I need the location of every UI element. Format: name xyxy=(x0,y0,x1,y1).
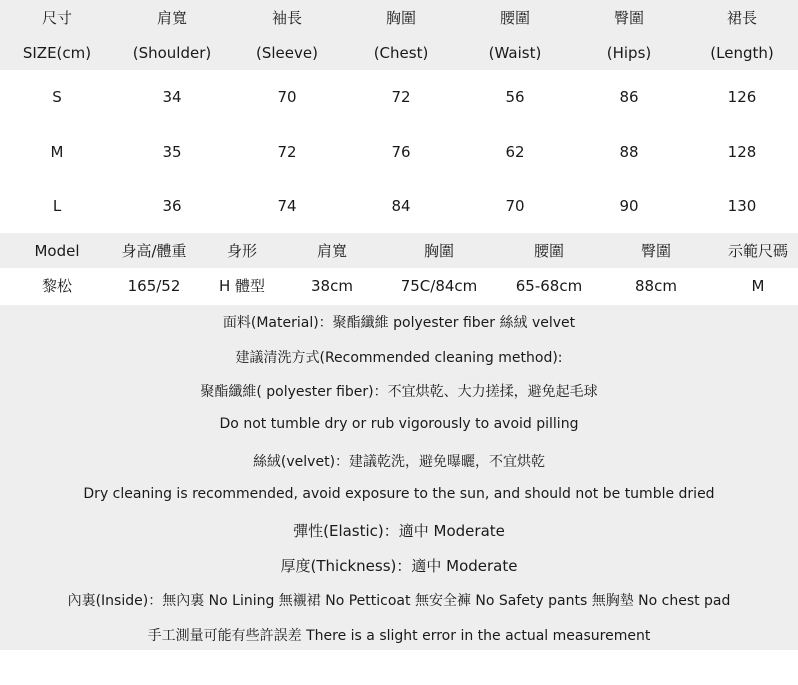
header-chest-zh: 胸圍 xyxy=(385,9,416,27)
size-header-zh-row xyxy=(0,0,798,35)
model-sample-size: M xyxy=(751,276,765,295)
waist-value: 56 xyxy=(505,88,525,107)
polyester-care-note: 聚酯纖維( polyester fiber)：不宜烘乾、大力搓揉，避免起毛球 xyxy=(200,384,598,400)
size-header-en-row xyxy=(0,35,798,70)
shoulder-value: 36 xyxy=(162,197,182,216)
header-hips: 臀圍 xyxy=(640,242,671,260)
velvet-care-note: 絲絨(velvet)：建議乾洗，避免曝曬，不宜烘乾 xyxy=(252,454,546,470)
header-length-en: (Length) xyxy=(710,43,774,62)
chest-value: 84 xyxy=(391,197,411,216)
size-table-body xyxy=(0,70,798,233)
model-table-body xyxy=(0,268,798,305)
header-hips-en: (Hips) xyxy=(606,43,652,62)
sleeve-value: 74 xyxy=(277,197,297,216)
header-shoulder-en: (Shoulder) xyxy=(132,43,212,62)
header-sleeve-zh: 袖長 xyxy=(271,9,302,27)
header-chest: 胸圍 xyxy=(423,242,454,260)
header-chest-en: (Chest) xyxy=(373,43,429,62)
polyester-care-note-en: Do not tumble dry or rub vigorously to avoid pilling xyxy=(219,416,579,432)
header-height-weight: 身高/體重 xyxy=(121,242,187,260)
hips-value: 90 xyxy=(619,197,639,216)
sleeve-value: 72 xyxy=(277,142,297,161)
elastic-note: 彈性(Elastic)：適中 Moderate xyxy=(293,522,505,540)
header-waist-en: (Waist) xyxy=(488,43,542,62)
header-waist-zh: 腰圍 xyxy=(499,9,530,27)
header-waist: 腰圍 xyxy=(533,242,564,260)
material-note: 面料(Material)：聚酯纖維 polyester fiber 絲絨 velvet xyxy=(222,315,576,331)
hips-value: 88 xyxy=(619,142,639,161)
model-hips: 88cm xyxy=(635,276,677,295)
chest-value: 76 xyxy=(391,142,411,161)
size-row-m xyxy=(0,125,798,180)
header-length-zh: 裙長 xyxy=(726,9,757,27)
header-sample-size: 示範尺碼 xyxy=(727,242,788,260)
waist-value: 70 xyxy=(505,197,525,216)
cleaning-method-heading: 建議清洗方式(Recommended cleaning method): xyxy=(235,350,563,366)
model-height-weight: 165/52 xyxy=(127,276,181,295)
shoulder-value: 35 xyxy=(162,142,182,161)
header-hips-zh: 臀圍 xyxy=(613,9,644,27)
header-size-en: SIZE(cm) xyxy=(22,43,92,62)
header-model: Model xyxy=(34,241,80,260)
model-row xyxy=(0,268,798,303)
model-table-header xyxy=(0,233,798,268)
model-waist: 65-68cm xyxy=(515,276,583,295)
velvet-care-note-en: Dry cleaning is recommended, avoid exposure to the sun, and should not be tumble dried xyxy=(83,486,715,502)
product-notes xyxy=(0,305,798,650)
model-body-shape: H 體型 xyxy=(218,277,266,295)
header-size-zh: 尺寸 xyxy=(41,9,72,27)
model-chest: 75C/84cm xyxy=(400,276,478,295)
waist-value: 62 xyxy=(505,142,525,161)
length-value: 128 xyxy=(727,142,757,161)
thickness-note: 厚度(Thickness)：適中 Moderate xyxy=(280,557,518,575)
size-label: L xyxy=(52,197,62,216)
size-label: M xyxy=(50,142,64,161)
header-sleeve-en: (Sleeve) xyxy=(256,43,318,62)
length-value: 126 xyxy=(727,88,757,107)
header-body-shape: 身形 xyxy=(226,242,257,260)
inside-note: 內裏(Inside)：無內裏 No Lining 無襯裙 No Petticoat 無安全褲 No Safety pants 無胸墊 No chest pad xyxy=(67,593,731,609)
model-header-row xyxy=(0,233,798,268)
size-row-s xyxy=(0,70,798,125)
shoulder-value: 34 xyxy=(162,88,182,107)
model-shoulder: 38cm xyxy=(311,276,353,295)
header-shoulder-zh: 肩寬 xyxy=(156,9,187,27)
size-label: S xyxy=(52,88,62,107)
header-shoulder: 肩寬 xyxy=(316,242,347,260)
length-value: 130 xyxy=(727,197,757,216)
size-table-header xyxy=(0,0,798,70)
measurement-error-note: 手工測量可能有些許誤差 There is a slight error in the actual measurement xyxy=(147,628,651,644)
chest-value: 72 xyxy=(391,88,411,107)
sleeve-value: 70 xyxy=(277,88,297,107)
model-name: 黎松 xyxy=(41,277,72,295)
hips-value: 86 xyxy=(619,88,639,107)
size-row-l xyxy=(0,179,798,234)
